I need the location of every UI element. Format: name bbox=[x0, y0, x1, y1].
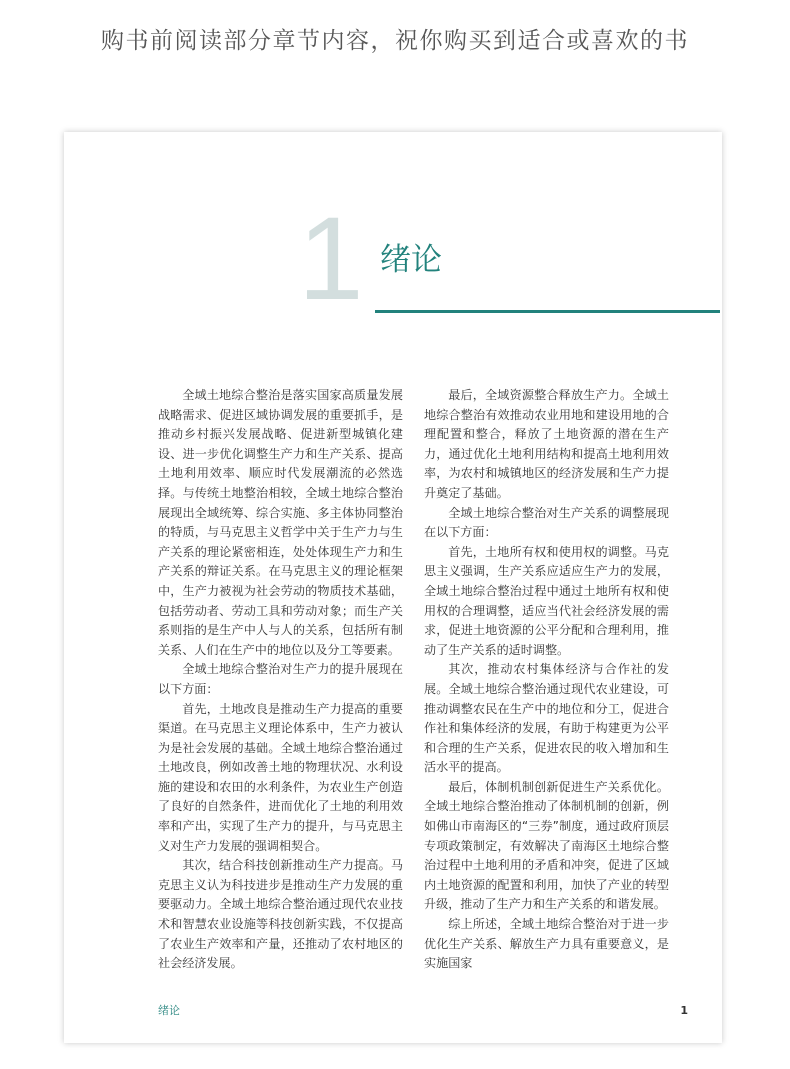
page-number: 1 bbox=[680, 1004, 688, 1017]
book-page bbox=[64, 132, 722, 1043]
preview-banner: 购书前阅读部分章节内容，祝你购买到适合或喜欢的书 bbox=[101, 28, 689, 54]
paragraph: 首先，土地改良是推动生产力提高的重要渠道。在马克思主义理论体系中，生产力被认为是社会发展的基础。全域土地综合整治通过土地改良，例如改善土地的物理状况、水利设施的建设和农田的水利条件，为农业生产创造了良好的自然条件，进而优化了土地的利用效率和产出，实现了生产力的提升，与马克思主义对生产力发展的强调相契合。 bbox=[158, 701, 403, 853]
paragraph: 综上所述，全域土地综合整治对于进一步优化生产关系、解放生产力具有重要意义，是实施国家 bbox=[424, 917, 669, 971]
running-footer-title: 绪论 bbox=[158, 1004, 180, 1017]
page-footer bbox=[158, 983, 688, 1019]
paragraph: 最后，全域资源整合释放生产力。全域土地综合整治有效推动农业用地和建设用地的合理配置和整合，释放了土地资源的潜在生产力，通过优化土地利用结构和提高土地利用效率，为农村和城镇地区的经济发展和生产力提升奠定了基础。 bbox=[424, 388, 669, 500]
right-column bbox=[424, 386, 669, 974]
chapter-title-rule bbox=[375, 310, 720, 313]
paragraph: 首先，土地所有权和使用权的调整。马克思主义强调，生产关系应适应生产力的发展，全域土地综合整治过程中通过土地所有权和使用权的合理调整，适应当代社会经济发展的需求，促进土地资源的公平分配和合理利用，推动了生产关系的适时调整。 bbox=[424, 544, 669, 657]
chapter-number: 1 bbox=[298, 193, 364, 325]
paragraph: 最后，体制机制创新促进生产关系优化。全域土地综合整治推动了体制机制的创新，例如佛山市南海区的“三券”制度，通过政府顶层专项政策制定，有效解决了南海区土地综合整治过程中土地利用的矛盾和冲突，促进了区域内土地资源的配置和利用，加快了产业的转型升级，推动了生产力和生产关系的和谐发展。 bbox=[424, 779, 669, 912]
chapter-title: 绪论 bbox=[380, 242, 442, 278]
paragraph: 全域土地综合整治对生产关系的调整展现在以下方面： bbox=[424, 505, 669, 540]
paragraph: 其次，推动农村集体经济与合作社的发展。全域土地综合整治通过现代农业建设，可推动调整农民在生产中的地位和分工，促进合作社和集体经济的发展，有助于构建更为公平和合理的生产关系，促进农民的收入增加和生活水平的提高。 bbox=[424, 662, 669, 775]
body-columns bbox=[64, 386, 722, 974]
chapter-heading bbox=[64, 132, 722, 386]
paragraph: 其次，结合科技创新推动生产力提高。马克思主义认为科技进步是推动生产力发展的重要驱动力。全域土地综合整治通过现代农业技术和智慧农业设施等科技创新实践，不仅提高了农业生产效率和产量，还推动了农村地区的社会经济发展。 bbox=[158, 858, 403, 971]
paragraph: 全域土地综合整治是落实国家高质量发展战略需求、促进区域协调发展的重要抓手，是推动乡村振兴发展战略、促进新型城镇化建设、进一步优化调整生产力和生产关系、提高土地利用效率、顺应时代发展潮流的必然选择。与传统土地整治相较，全域土地综合整治展现出全域统筹、综合实施、多主体协同整治的特质，与马克思主义哲学中关于生产力与生产关系的理论紧密相连，处处体现生产力和生产关系的辩证关系。在马克思主义的理论框架中，生产力被视为社会劳动的物质技术基础，包括劳动者、劳动工具和劳动对象；而生产关系则指的是生产中人与人的关系，包括所有制关系、人们在生产中的地位以及分工等要素。 bbox=[158, 388, 403, 657]
left-column bbox=[158, 386, 403, 974]
paragraph: 全域土地综合整治对生产力的提升展现在以下方面： bbox=[158, 662, 403, 696]
